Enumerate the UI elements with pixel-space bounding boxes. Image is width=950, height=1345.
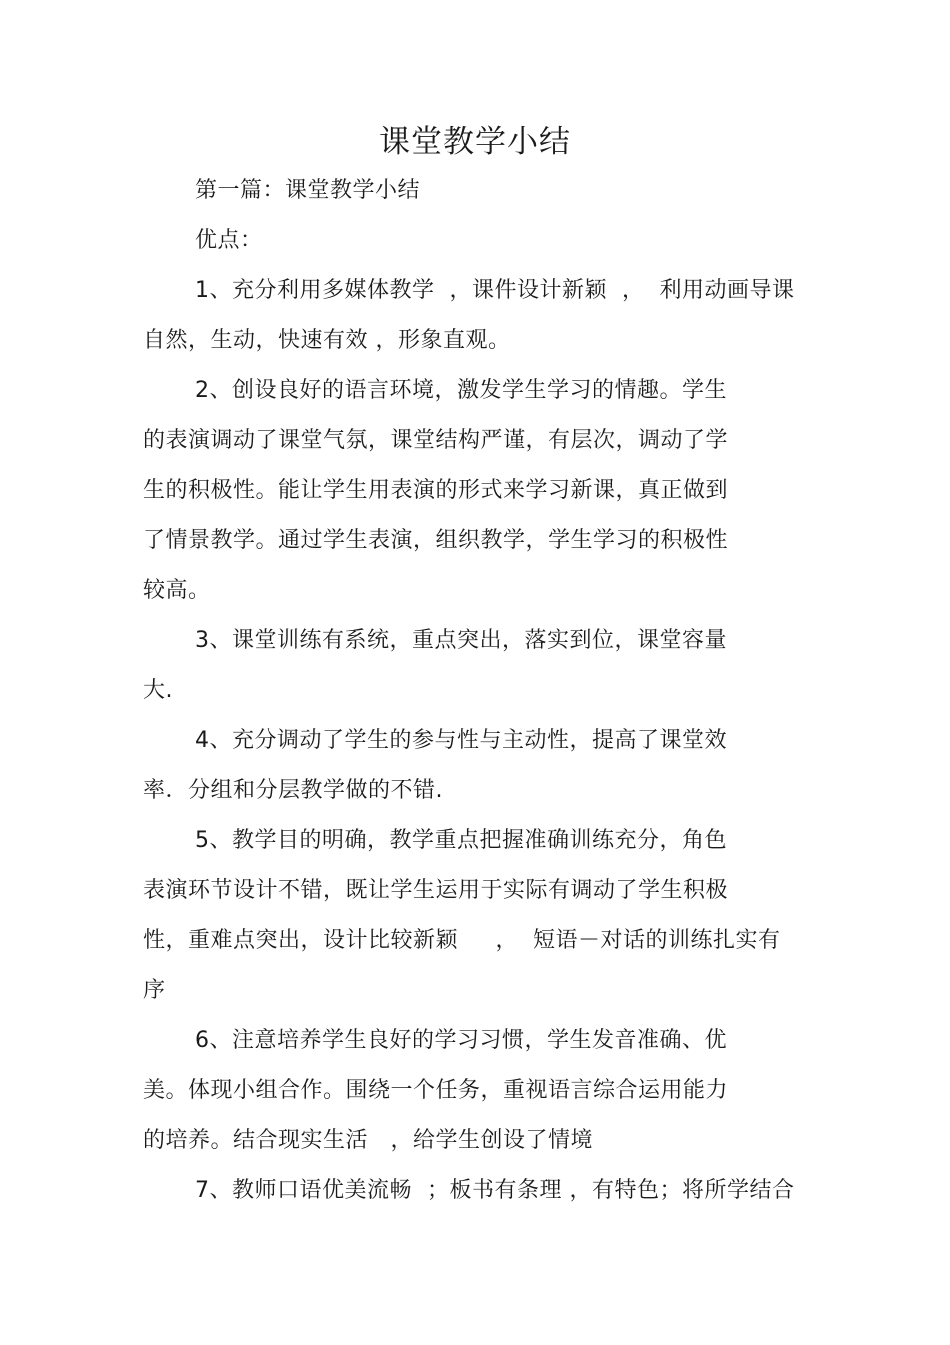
subheading-advantages: 优点： [195, 228, 263, 253]
paragraph-line: 的表演调动了课堂气氛，课堂结构严谨，有层次，调动了学 [143, 428, 729, 453]
paragraph-line: 性，重难点突出，设计比较新颖 ， 短语－对话的训练扎实有 [143, 928, 781, 953]
paragraph-line: 了情景教学。通过学生表演，组织教学，学生学习的积极性 [143, 528, 729, 553]
section-heading: 第一篇：课堂教学小结 [195, 178, 421, 203]
paragraph-line: 7、教师口语优美流畅 ；板书有条理 ，有特色；将所学结合 [195, 1178, 795, 1203]
paragraph-line: 表演环节设计不错，既让学生运用于实际有调动了学生积极 [143, 878, 729, 903]
paragraph-line: 1、充分利用多媒体教学 ，课件设计新颖 ， 利用动画导课 [195, 278, 795, 303]
paragraph-line: 生的积极性。能让学生用表演的形式来学习新课，真正做到 [143, 478, 729, 503]
paragraph-line: 较高。 [143, 578, 211, 603]
paragraph-line: 率．分组和分层教学做的不错. [143, 778, 443, 803]
paragraph-line: 2、创设良好的语言环境，激发学生学习的情趣。学生 [195, 378, 727, 403]
paragraph-line: 美。体现小组合作。围绕一个任务，重视语言综合运用能力 [143, 1078, 729, 1103]
paragraph-line: 的培养。结合现实生活 ，给学生创设了情境 [143, 1128, 593, 1153]
paragraph-line: 自然，生动，快速有效 ，形象直观。 [143, 328, 511, 353]
paragraph-line: 序 [143, 978, 166, 1003]
page-title: 课堂教学小结 [379, 124, 571, 160]
paragraph-line: 3、课堂训练有系统，重点突出，落实到位，课堂容量 [195, 628, 727, 653]
paragraph-line: 6、注意培养学生良好的学习习惯，学生发音准确、优 [195, 1028, 727, 1053]
paragraph-line: 4、充分调动了学生的参与性与主动性，提高了课堂效 [195, 728, 727, 753]
paragraph-line: 5、教学目的明确，教学重点把握准确训练充分，角色 [195, 828, 727, 853]
paragraph-line: 大. [143, 678, 173, 703]
